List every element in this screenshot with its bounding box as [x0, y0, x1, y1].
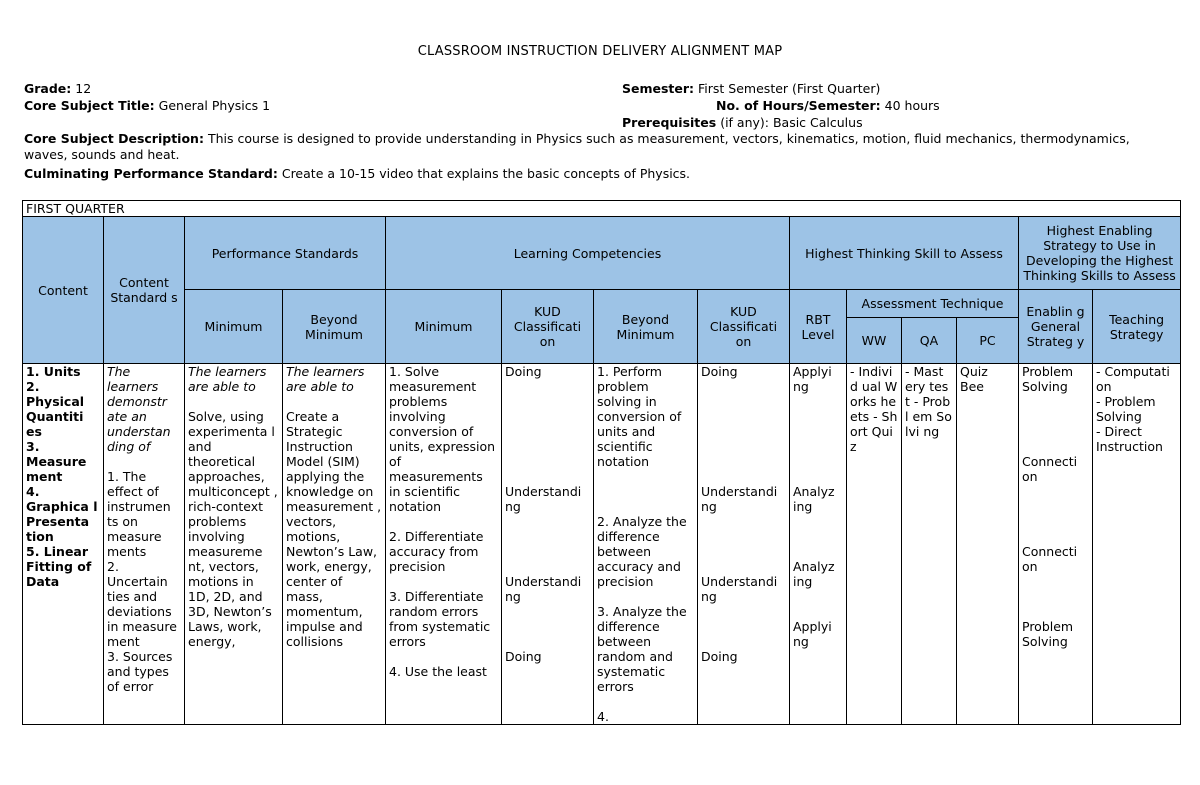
- content-item: 5. Linear Fitting of Data: [26, 544, 92, 589]
- kud-item: Doing: [701, 364, 738, 379]
- document-title: CLASSROOM INSTRUCTION DELIVERY ALIGNMENT MAP: [417, 44, 783, 59]
- enabling-item: Problem Solving: [1022, 619, 1074, 649]
- description-value: This course is designed to provide understanding in Physics such as measurement, vectors, kinematics, motion, fluid mechanics, thermodynamics, waves, sounds and heat.: [24, 131, 1130, 162]
- subject-value: General Physics 1: [158, 98, 271, 113]
- prerequisites-label: Prerequisites: [622, 115, 717, 130]
- content-standards-intro: The learners demonstr ate an understan ding of: [107, 364, 171, 454]
- header-highest-thinking-skill: Highest Thinking Skill to Assess: [790, 217, 1019, 290]
- quarter-label: FIRST QUARTER: [23, 201, 1181, 217]
- hours-label: No. of Hours/Semester:: [716, 98, 881, 113]
- header-kud-2: KUD Classificati on: [698, 290, 790, 364]
- grade-value: 12: [75, 81, 92, 96]
- enabling-item: Problem Solving: [1022, 364, 1074, 394]
- teaching-item: - Problem Solving: [1096, 394, 1156, 424]
- kud-item: Understandi ng: [701, 484, 778, 514]
- alignment-map-table: [22, 200, 1181, 725]
- header-ww: WW: [847, 318, 902, 364]
- perf-beyond-text: Create a Strategic Instruction Model (SIM) applying the knowledge on measurement , vectors, motions, Newton’s Law, work, energy, center of mass, momentum, impulse and collisions: [286, 409, 382, 649]
- header-content-standards: Content Standard s: [104, 217, 185, 364]
- prerequisites-line: [622, 115, 863, 131]
- enabling-item: Connecti on: [1022, 454, 1078, 484]
- header-learning-competencies: Learning Competencies: [386, 217, 790, 290]
- perf-minimum-intro: The learners are able to: [188, 364, 267, 394]
- header-perf-beyond-minimum: Beyond Minimum: [283, 290, 386, 364]
- pc-value: Quiz Bee: [960, 364, 988, 394]
- lc-minimum-item: 4. Use the least: [389, 664, 487, 679]
- cell-performance-beyond: [283, 364, 386, 725]
- header-enabling-general-strategy: Enablin g General Strateg y: [1019, 290, 1093, 364]
- kud-item: Doing: [505, 364, 542, 379]
- cell-pc: [957, 364, 1019, 725]
- cell-enabling-general: [1019, 364, 1093, 725]
- grade-line: [24, 81, 91, 97]
- kud-item: Understandi ng: [701, 574, 778, 604]
- cell-lc-minimum: [386, 364, 502, 725]
- cell-content: [23, 364, 104, 725]
- lc-minimum-item: 2. Differentiate accuracy from precision: [389, 529, 484, 574]
- kud-item: Doing: [701, 649, 738, 664]
- content-standard-item: 3. Sources and types of error: [107, 649, 173, 694]
- cell-performance-minimum: [185, 364, 283, 725]
- header-highest-enabling-strategy: Highest Enabling Strategy to Use in Developing the Highest Thinking Skills to Assess: [1019, 217, 1181, 290]
- cell-teaching-strategy: [1093, 364, 1181, 725]
- header-lc-beyond-minimum: Beyond Minimum: [594, 290, 698, 364]
- qa-value: - Mast ery test - Probl em Solvi ng: [905, 364, 952, 439]
- header-performance-standards: Performance Standards: [185, 217, 386, 290]
- cell-content-standards: [104, 364, 185, 725]
- hours-line: [716, 98, 940, 114]
- rbt-item: Analyz ing: [793, 559, 835, 589]
- grade-label: Grade:: [24, 81, 72, 96]
- content-item: 3. Measure ment: [26, 439, 87, 484]
- header-content: Content: [23, 217, 104, 364]
- subject-line: [24, 98, 270, 114]
- kud-item: Understandi ng: [505, 574, 582, 604]
- cell-rbt-level: [790, 364, 847, 725]
- cell-kud-1: [502, 364, 594, 725]
- kud-item: Understandi ng: [505, 484, 582, 514]
- header-perf-minimum: Minimum: [185, 290, 283, 364]
- content-item: 2. Physical Quantiti es: [26, 379, 85, 439]
- culminating-value: Create a 10-15 video that explains the basic concepts of Physics.: [281, 166, 691, 181]
- lc-beyond-item: 1. Perform problem solving in conversion of units and scientific notation: [597, 364, 682, 469]
- lc-beyond-item: 4.: [597, 709, 609, 724]
- cell-ww: [847, 364, 902, 725]
- hours-value: 40 hours: [884, 98, 940, 113]
- kud-item: Doing: [505, 649, 542, 664]
- content-item: 4. Graphica l Presenta tion: [26, 484, 98, 544]
- semester-label: Semester:: [622, 81, 695, 96]
- rbt-item: Analyz ing: [793, 484, 835, 514]
- teaching-item: - Computati on: [1096, 364, 1170, 394]
- rbt-item: Applyi ng: [793, 619, 832, 649]
- description-label: Core Subject Description:: [24, 131, 204, 146]
- header-teaching-strategy: Teaching Strategy: [1093, 290, 1181, 364]
- enabling-item: Connecti on: [1022, 544, 1078, 574]
- header-lc-minimum: Minimum: [386, 290, 502, 364]
- lc-minimum-item: 3. Differentiate random errors from systematic errors: [389, 589, 491, 649]
- content-item: 1. Units: [26, 364, 81, 379]
- header-rbt-level: RBT Level: [790, 290, 847, 364]
- cell-kud-2: [698, 364, 790, 725]
- culminating-standard: [24, 166, 690, 182]
- lc-beyond-item: 3. Analyze the difference between random and systematic errors: [597, 604, 687, 694]
- lc-minimum-item: 1. Solve measurement problems involving conversion of units, expression of measurements in scientific notation: [389, 364, 496, 514]
- cell-qa: [902, 364, 957, 725]
- rbt-item: Applyi ng: [793, 364, 832, 394]
- semester-line: [622, 81, 880, 97]
- ww-value: - Individ ual Works heets - Short Quiz: [850, 364, 898, 454]
- subject-label: Core Subject Title:: [24, 98, 155, 113]
- header-kud-1: KUD Classificati on: [502, 290, 594, 364]
- culminating-label: Culminating Performance Standard:: [24, 166, 278, 181]
- header-assessment-technique: Assessment Technique: [847, 290, 1019, 318]
- header-qa: QA: [902, 318, 957, 364]
- header-pc: PC: [957, 318, 1019, 364]
- teaching-item: - Direct Instruction: [1096, 424, 1163, 454]
- content-standard-item: 1. The effect of instrumen ts on measure ments: [107, 469, 171, 559]
- prerequisites-value: (if any): Basic Calculus: [720, 115, 863, 130]
- subject-description: [24, 131, 1174, 163]
- semester-value: First Semester (First Quarter): [698, 81, 881, 96]
- perf-beyond-intro: The learners are able to: [286, 364, 365, 394]
- lc-beyond-item: 2. Analyze the difference between accuracy and precision: [597, 514, 687, 589]
- content-standard-item: 2. Uncertain ties and deviations in measure ment: [107, 559, 177, 649]
- cell-lc-beyond: [594, 364, 698, 725]
- perf-minimum-text: Solve, using experimenta l and theoretical approaches, multiconcept , rich-context problems involving measureme nt, vectors, motions in 1D, 2D, and 3D, Newton’s Laws, work, energy,: [188, 409, 278, 649]
